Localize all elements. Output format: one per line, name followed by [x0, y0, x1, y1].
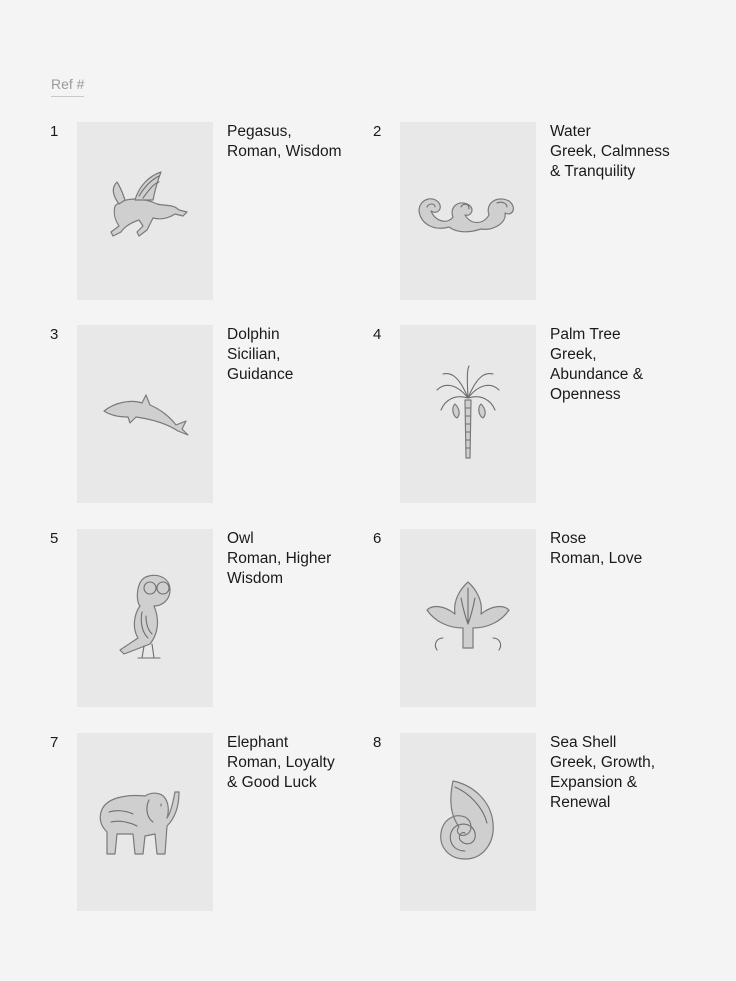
item-title: Water: [550, 123, 591, 140]
item-title: Dolphin: [227, 326, 280, 343]
item-origin-meaning: Roman, Higher: [227, 550, 332, 567]
pegasus-icon: [95, 166, 195, 256]
item-number: 1: [50, 123, 59, 140]
palm-tree-icon: [433, 364, 503, 464]
item-origin-meaning: Greek,: [550, 346, 597, 363]
item-number: 2: [373, 123, 382, 140]
item-number: 4: [373, 326, 382, 343]
item-image-card[interactable]: [400, 122, 536, 300]
item-title: Elephant: [227, 734, 289, 751]
item-title: Owl: [227, 530, 254, 547]
item-image-card[interactable]: [400, 529, 536, 707]
dolphin-icon: [100, 389, 190, 439]
item-origin-meaning-cont: & Good Luck: [227, 774, 317, 791]
catalog-item-owl[interactable]: [50, 529, 380, 709]
item-image-card[interactable]: [77, 529, 213, 707]
item-origin-meaning: Sicilian,: [227, 346, 281, 363]
catalog-item-water[interactable]: [373, 122, 703, 302]
item-origin-meaning: Roman, Wisdom: [227, 143, 342, 160]
catalog-item-rose[interactable]: [373, 529, 703, 709]
item-image-card[interactable]: [400, 733, 536, 911]
item-origin-meaning: Roman, Loyalty: [227, 754, 335, 771]
water-waves-icon: [413, 181, 523, 241]
catalog-item-palm-tree[interactable]: [373, 325, 703, 505]
item-number: 5: [50, 530, 59, 547]
item-origin-meaning: Roman, Love: [550, 550, 643, 567]
item-description: [550, 733, 700, 813]
item-origin-meaning-cont: Abundance &: [550, 366, 644, 383]
elephant-icon: [95, 782, 195, 862]
item-number: 7: [50, 734, 59, 751]
item-description: [227, 122, 377, 162]
catalog-item-dolphin[interactable]: [50, 325, 380, 505]
item-title: Rose: [550, 530, 587, 547]
item-image-card[interactable]: [77, 122, 213, 300]
item-origin-meaning-cont2: Renewal: [550, 794, 611, 811]
item-image-card[interactable]: [77, 733, 213, 911]
item-title: Sea Shell: [550, 734, 617, 751]
item-description: [227, 325, 377, 385]
item-origin-meaning-cont2: Openness: [550, 386, 621, 403]
item-number: 3: [50, 326, 59, 343]
sea-shell-icon: [433, 777, 503, 867]
ref-label: Ref #: [51, 76, 84, 97]
item-description: [227, 733, 377, 793]
item-origin-meaning-cont: Expansion &: [550, 774, 638, 791]
item-description: [550, 529, 700, 569]
item-image-card[interactable]: [77, 325, 213, 503]
catalog-item-sea-shell[interactable]: [373, 733, 703, 913]
item-origin-meaning: Greek, Growth,: [550, 754, 656, 771]
item-number: 6: [373, 530, 382, 547]
item-number: 8: [373, 734, 382, 751]
item-description: [227, 529, 377, 589]
item-image-card[interactable]: [400, 325, 536, 503]
item-origin-meaning-cont: Guidance: [227, 366, 294, 383]
catalog-item-elephant[interactable]: [50, 733, 380, 913]
item-title: Pegasus,: [227, 123, 292, 140]
catalog-item-pegasus[interactable]: [50, 122, 380, 302]
item-origin-meaning-cont: Wisdom: [227, 570, 283, 587]
item-title: Palm Tree: [550, 326, 621, 343]
owl-icon: [110, 568, 180, 668]
item-origin-meaning: Greek, Calmness: [550, 143, 670, 160]
item-description: [550, 122, 700, 182]
item-description: [550, 325, 700, 405]
item-origin-meaning-cont: & Tranquility: [550, 163, 636, 180]
rose-icon: [423, 578, 513, 658]
